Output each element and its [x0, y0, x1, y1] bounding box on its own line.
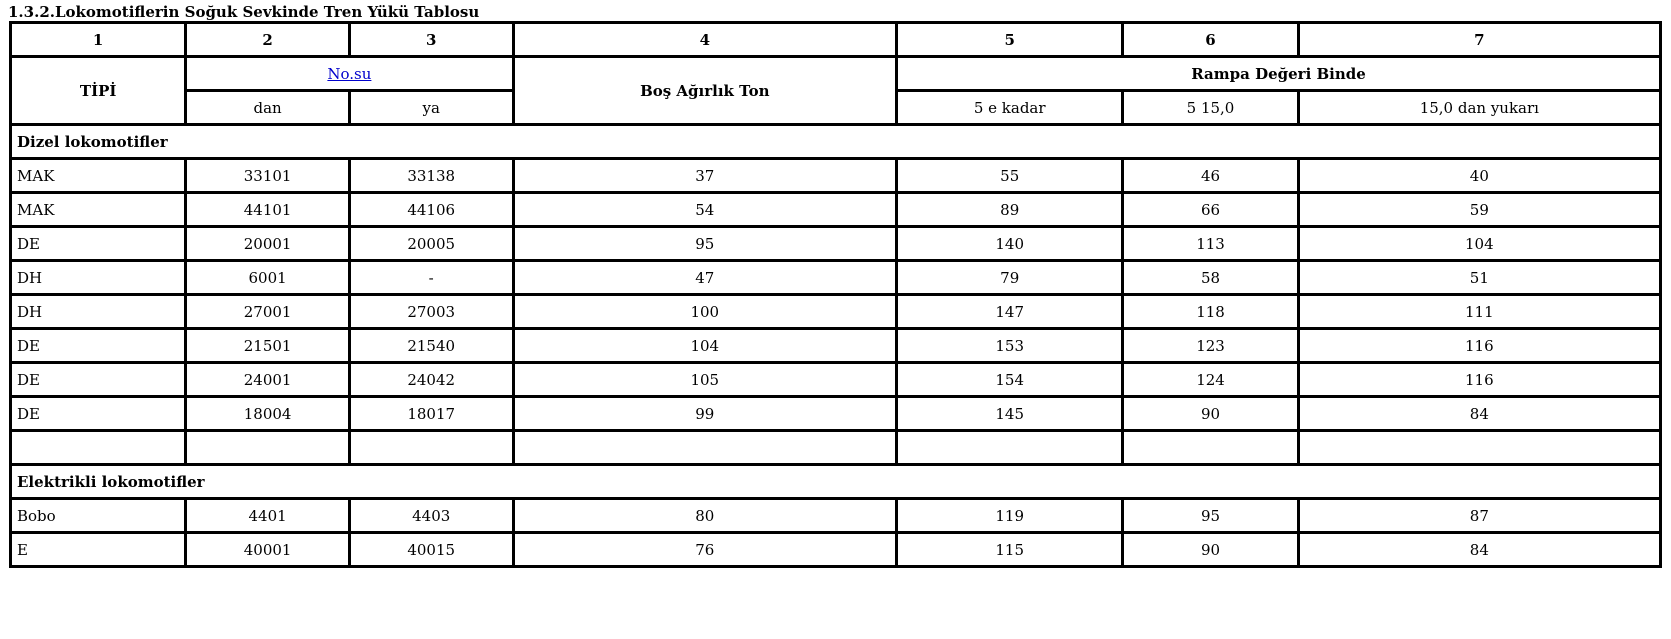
cell-bos-agirlik: 95: [513, 227, 897, 261]
table-row: [11, 329, 1661, 363]
cell-bos-agirlik: 54: [513, 193, 897, 227]
cell-rampa-1: 115: [897, 533, 1123, 567]
cell-tipi: [11, 431, 186, 465]
cell-rampa-1: 119: [897, 499, 1123, 533]
table-row: [11, 227, 1661, 261]
cell-tipi: DH: [11, 295, 186, 329]
cell-rampa-1: 55: [897, 159, 1123, 193]
cell-bos-agirlik: [513, 431, 897, 465]
cell-no-dan: 33101: [186, 159, 350, 193]
cell-no-ya: 21540: [349, 329, 513, 363]
cell-tipi: Bobo: [11, 499, 186, 533]
cell-rampa-1: 89: [897, 193, 1123, 227]
table-row: [11, 159, 1661, 193]
cell-bos-agirlik: 76: [513, 533, 897, 567]
cell-tipi: DE: [11, 363, 186, 397]
cell-rampa-2: 123: [1123, 329, 1298, 363]
column-number-row: [11, 23, 1661, 57]
cell-rampa-3: 84: [1298, 397, 1660, 431]
cell-rampa-3: 87: [1298, 499, 1660, 533]
cell-rampa-1: [897, 431, 1123, 465]
header-tipi: TİPİ: [11, 57, 186, 125]
cell-no-dan: 40001: [186, 533, 350, 567]
cell-rampa-2: 58: [1123, 261, 1298, 295]
cell-no-dan: 27001: [186, 295, 350, 329]
cell-no-ya: 27003: [349, 295, 513, 329]
cell-tipi: MAK: [11, 159, 186, 193]
train-load-table: [9, 21, 1662, 568]
column-number-7: 7: [1298, 23, 1660, 57]
cell-no-ya: 18017: [349, 397, 513, 431]
cell-tipi: DE: [11, 397, 186, 431]
cell-no-ya: 20005: [349, 227, 513, 261]
cell-rampa-3: 59: [1298, 193, 1660, 227]
header-bos-agirlik: Boş Ağırlık Ton: [513, 57, 897, 125]
cell-no-ya: 33138: [349, 159, 513, 193]
table-row: [11, 499, 1661, 533]
cell-tipi: DH: [11, 261, 186, 295]
cell-rampa-3: 84: [1298, 533, 1660, 567]
cell-rampa-2: 95: [1123, 499, 1298, 533]
cell-rampa-1: 145: [897, 397, 1123, 431]
cell-rampa-3: 111: [1298, 295, 1660, 329]
cell-tipi: MAK: [11, 193, 186, 227]
section-row: [11, 125, 1661, 159]
table-row: [11, 431, 1661, 465]
cell-no-ya: 44106: [349, 193, 513, 227]
cell-no-dan: 44101: [186, 193, 350, 227]
cell-rampa-2: [1123, 431, 1298, 465]
cell-no-dan: 6001: [186, 261, 350, 295]
page-title: 1.3.2.Lokomotiflerin Soğuk Sevkinde Tren Yükü Tablosu: [8, 3, 480, 21]
cell-no-dan: 21501: [186, 329, 350, 363]
table-row: [11, 363, 1661, 397]
cell-no-ya: [349, 431, 513, 465]
table-row: [11, 193, 1661, 227]
section-label: Dizel lokomotifler: [11, 125, 1661, 159]
cell-rampa-2: 124: [1123, 363, 1298, 397]
cell-rampa-3: 40: [1298, 159, 1660, 193]
cell-rampa-3: 51: [1298, 261, 1660, 295]
cell-rampa-2: 118: [1123, 295, 1298, 329]
cell-bos-agirlik: 47: [513, 261, 897, 295]
section-row: [11, 465, 1661, 499]
cell-rampa-1: 79: [897, 261, 1123, 295]
cell-bos-agirlik: 105: [513, 363, 897, 397]
cell-rampa-1: 140: [897, 227, 1123, 261]
table-row: [11, 295, 1661, 329]
section-label: Elektrikli lokomotifler: [11, 465, 1661, 499]
cell-no-dan: 18004: [186, 397, 350, 431]
table-row: [11, 397, 1661, 431]
cell-no-ya: 4403: [349, 499, 513, 533]
cell-rampa-2: 90: [1123, 397, 1298, 431]
cell-no-dan: [186, 431, 350, 465]
column-number-6: 6: [1123, 23, 1298, 57]
cell-tipi: DE: [11, 227, 186, 261]
header-row: [11, 57, 1661, 91]
table-row: [11, 261, 1661, 295]
cell-rampa-3: [1298, 431, 1660, 465]
cell-no-ya: 24042: [349, 363, 513, 397]
cell-no-ya: 40015: [349, 533, 513, 567]
header-rampa-1: 5 e kadar: [897, 91, 1123, 125]
cell-rampa-3: 104: [1298, 227, 1660, 261]
header-dan: dan: [186, 91, 350, 125]
column-number-3: 3: [349, 23, 513, 57]
header-ya: ya: [349, 91, 513, 125]
header-rampa-3: 15,0 dan yukarı: [1298, 91, 1660, 125]
cell-rampa-3: 116: [1298, 329, 1660, 363]
cell-rampa-1: 153: [897, 329, 1123, 363]
cell-bos-agirlik: 37: [513, 159, 897, 193]
header-rampa-2: 5 15,0: [1123, 91, 1298, 125]
cell-rampa-2: 90: [1123, 533, 1298, 567]
column-number-2: 2: [186, 23, 350, 57]
cell-no-dan: 24001: [186, 363, 350, 397]
header-nosu-cell: [186, 57, 513, 91]
nosu-link[interactable]: No.su: [327, 64, 372, 83]
table-row: [11, 533, 1661, 567]
cell-rampa-3: 116: [1298, 363, 1660, 397]
cell-rampa-1: 154: [897, 363, 1123, 397]
cell-rampa-2: 46: [1123, 159, 1298, 193]
cell-tipi: E: [11, 533, 186, 567]
column-number-5: 5: [897, 23, 1123, 57]
cell-bos-agirlik: 80: [513, 499, 897, 533]
cell-no-dan: 4401: [186, 499, 350, 533]
column-number-1: 1: [11, 23, 186, 57]
cell-rampa-1: 147: [897, 295, 1123, 329]
cell-bos-agirlik: 104: [513, 329, 897, 363]
cell-tipi: DE: [11, 329, 186, 363]
cell-no-ya: -: [349, 261, 513, 295]
cell-rampa-2: 113: [1123, 227, 1298, 261]
cell-no-dan: 20001: [186, 227, 350, 261]
cell-rampa-2: 66: [1123, 193, 1298, 227]
cell-bos-agirlik: 99: [513, 397, 897, 431]
column-number-4: 4: [513, 23, 897, 57]
header-rampa: Rampa Değeri Binde: [897, 57, 1661, 91]
cell-bos-agirlik: 100: [513, 295, 897, 329]
